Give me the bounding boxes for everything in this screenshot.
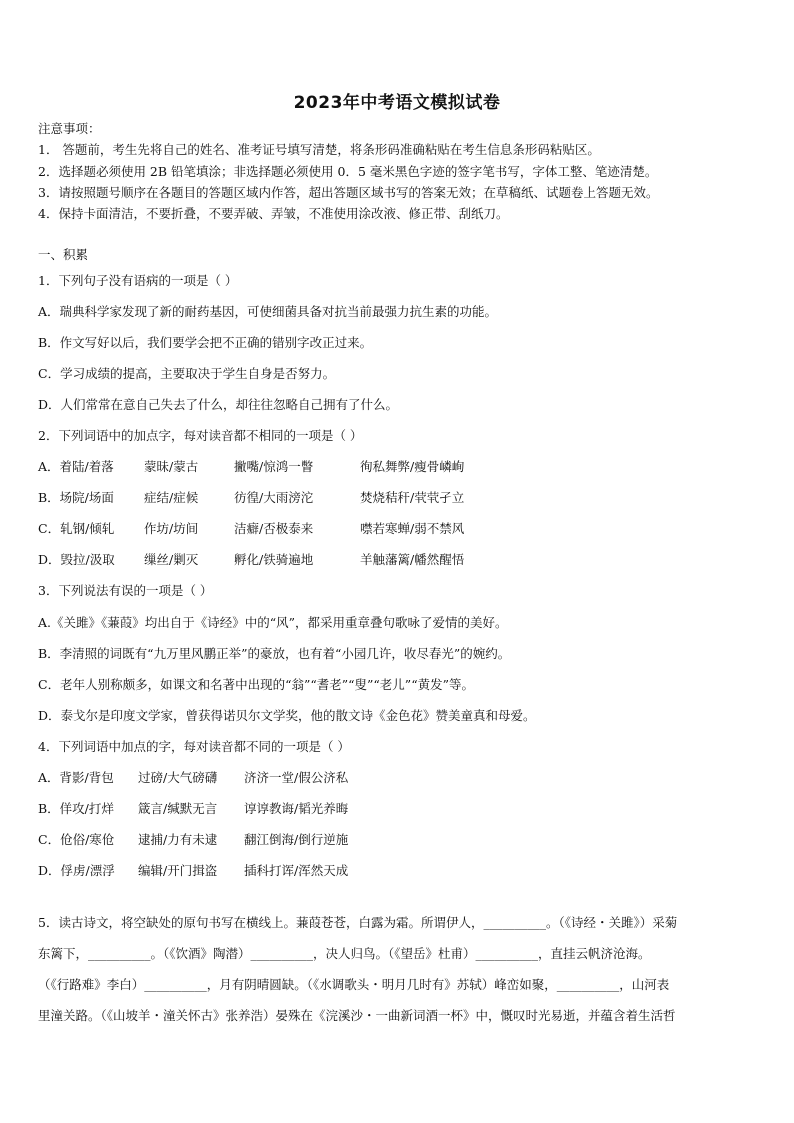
option: B．李清照的词既有“九万里风鹏正举”的豪放，也有着“小园几许，收尽春光”的婉约。 xyxy=(38,646,511,661)
notice-item: 4．保持卡面清洁，不要折叠，不要弄破、弄皱，不准使用涂改液、修正带、刮纸刀。 xyxy=(38,206,509,221)
option-cell: 箴言/缄默无言 xyxy=(138,801,218,816)
option-row xyxy=(38,801,756,817)
option-cell: 噤若寒蝉/弱不禁风 xyxy=(360,521,465,536)
option-row xyxy=(38,863,756,879)
question-stem: 1．下列句子没有语病的一项是（ ） xyxy=(38,273,238,288)
option-row xyxy=(38,459,756,475)
option-cell: 症结/症候 xyxy=(144,490,199,505)
option-row xyxy=(38,552,756,568)
option-cell: B．场院/场面 xyxy=(38,490,114,505)
option-cell: 缫丝/剿灭 xyxy=(144,552,199,567)
notice-item: 2．选择题必须使用 2B 铅笔填涂；非选择题必须使用 0．5 毫米黑色字迹的签字笔书写，字体工整、笔迹清楚。 xyxy=(38,164,658,179)
option-row xyxy=(38,490,756,506)
page-title: 2023年中考语文模拟试卷 xyxy=(293,93,501,113)
option-row xyxy=(38,832,756,848)
option: A.《关雎》《蒹葭》均出自于《诗经》中的“风”，都采用重章叠句歌咏了爱情的美好。 xyxy=(38,615,508,630)
poem-fill-line: 里潼关路。（《山坡羊・潼关怀古》张养浩）晏殊在《浣溪沙・一曲新词酒一杯》中，慨叹时光易逝，并蕴含着生活哲 xyxy=(38,1008,676,1023)
option-row xyxy=(38,770,756,786)
section-heading: 一、积累 xyxy=(38,247,89,262)
option-cell: 济济一堂/假公济私 xyxy=(244,770,349,785)
option-cell: 翻江倒海/倒行逆施 xyxy=(244,832,349,847)
poem-fill-line: 东篱下，__________。（《饮酒》陶潜）__________，决人归鸟。（《望岳》杜甫）__________，直挂云帆济沧海。 xyxy=(38,946,651,961)
question-stem: 2．下列词语中的加点字，每对读音都不相同的一项是（ ） xyxy=(38,428,363,443)
poem-fill-line: 5．读古诗文，将空缺处的原句书写在横线上。蒹葭苍苍，白露为霜。所谓伊人，__________。（《诗经・关雎》）采菊 xyxy=(38,915,678,930)
question-stem: 4．下列词语中加点的字，每对读音都不同的一项是（ ） xyxy=(38,739,350,754)
option-cell: 羊触藩篱/幡然醒悟 xyxy=(360,552,465,567)
option-cell: D．毁拉/汲取 xyxy=(38,552,115,567)
option-cell: B．佯攻/打烊 xyxy=(38,801,114,816)
option: A．瑞典科学家发现了新的耐药基因，可使细菌具备对抗当前最强力抗生素的功能。 xyxy=(38,304,498,319)
option-cell: 洁癖/否极泰来 xyxy=(234,521,314,536)
option-cell: C．伧俗/寒伧 xyxy=(38,832,115,847)
option-cell: 过磅/大气磅礴 xyxy=(138,770,218,785)
option: D．泰戈尔是印度文学家，曾获得诺贝尔文学奖，他的散文诗《金色花》赞美童真和母爱。 xyxy=(38,708,536,723)
notice-heading: 注意事项： xyxy=(38,121,101,136)
notice-item: 1． 答题前，考生先将自己的姓名、准考证号填写清楚，将条形码准确粘贴在考生信息条形码粘贴区。 xyxy=(38,142,600,157)
option: B．作文写好以后，我们要学会把不正确的错别字改正过来。 xyxy=(38,335,373,350)
option-cell: 蒙昧/蒙古 xyxy=(144,459,199,474)
option-cell: 作坊/坊间 xyxy=(144,521,199,536)
option-row xyxy=(38,521,756,537)
option-cell: 逮捕/力有未逮 xyxy=(138,832,218,847)
question-stem: 3．下列说法有误的一项是（ ） xyxy=(38,583,213,598)
option-cell: A．背影/背包 xyxy=(38,770,114,785)
poem-fill-line: （《行路难》李白）__________，月有阴晴圆缺。（《水调歌头・明月几时有》苏轼）峰峦如聚，__________，山河表 xyxy=(38,977,670,992)
option-cell: 插科打诨/浑然天成 xyxy=(244,863,349,878)
option-cell: D．俘虏/漂浮 xyxy=(38,863,115,878)
option-cell: 孵化/铁骑遍地 xyxy=(234,552,314,567)
option-cell: 彷徨/大雨滂沱 xyxy=(234,490,314,505)
notice-item: 3．请按照题号顺序在各题目的答题区域内作答，超出答题区域书写的答案无效；在草稿纸、试题卷上答题无效。 xyxy=(38,185,659,200)
option-cell: C．轧钢/倾轧 xyxy=(38,521,115,536)
option: D．人们常常在意自己失去了什么，却往往忽略自己拥有了什么。 xyxy=(38,397,399,412)
option: C．老年人别称颇多，如课文和名著中出现的“翁”“耆老”“叟”“老儿”“黄发”等。 xyxy=(38,677,474,692)
option-cell: 谆谆教诲/韬光养晦 xyxy=(244,801,349,816)
option-cell: 徇私舞弊/瘦骨嶙峋 xyxy=(360,459,465,474)
option-cell: 焚烧秸秆/茕茕孑立 xyxy=(360,490,465,505)
option-cell: A．着陆/着落 xyxy=(38,459,114,474)
option: C．学习成绩的提高，主要取决于学生自身是否努力。 xyxy=(38,366,336,381)
option-cell: 撇嘴/惊鸿一瞥 xyxy=(234,459,314,474)
option-cell: 编辑/开门揖盗 xyxy=(138,863,218,878)
